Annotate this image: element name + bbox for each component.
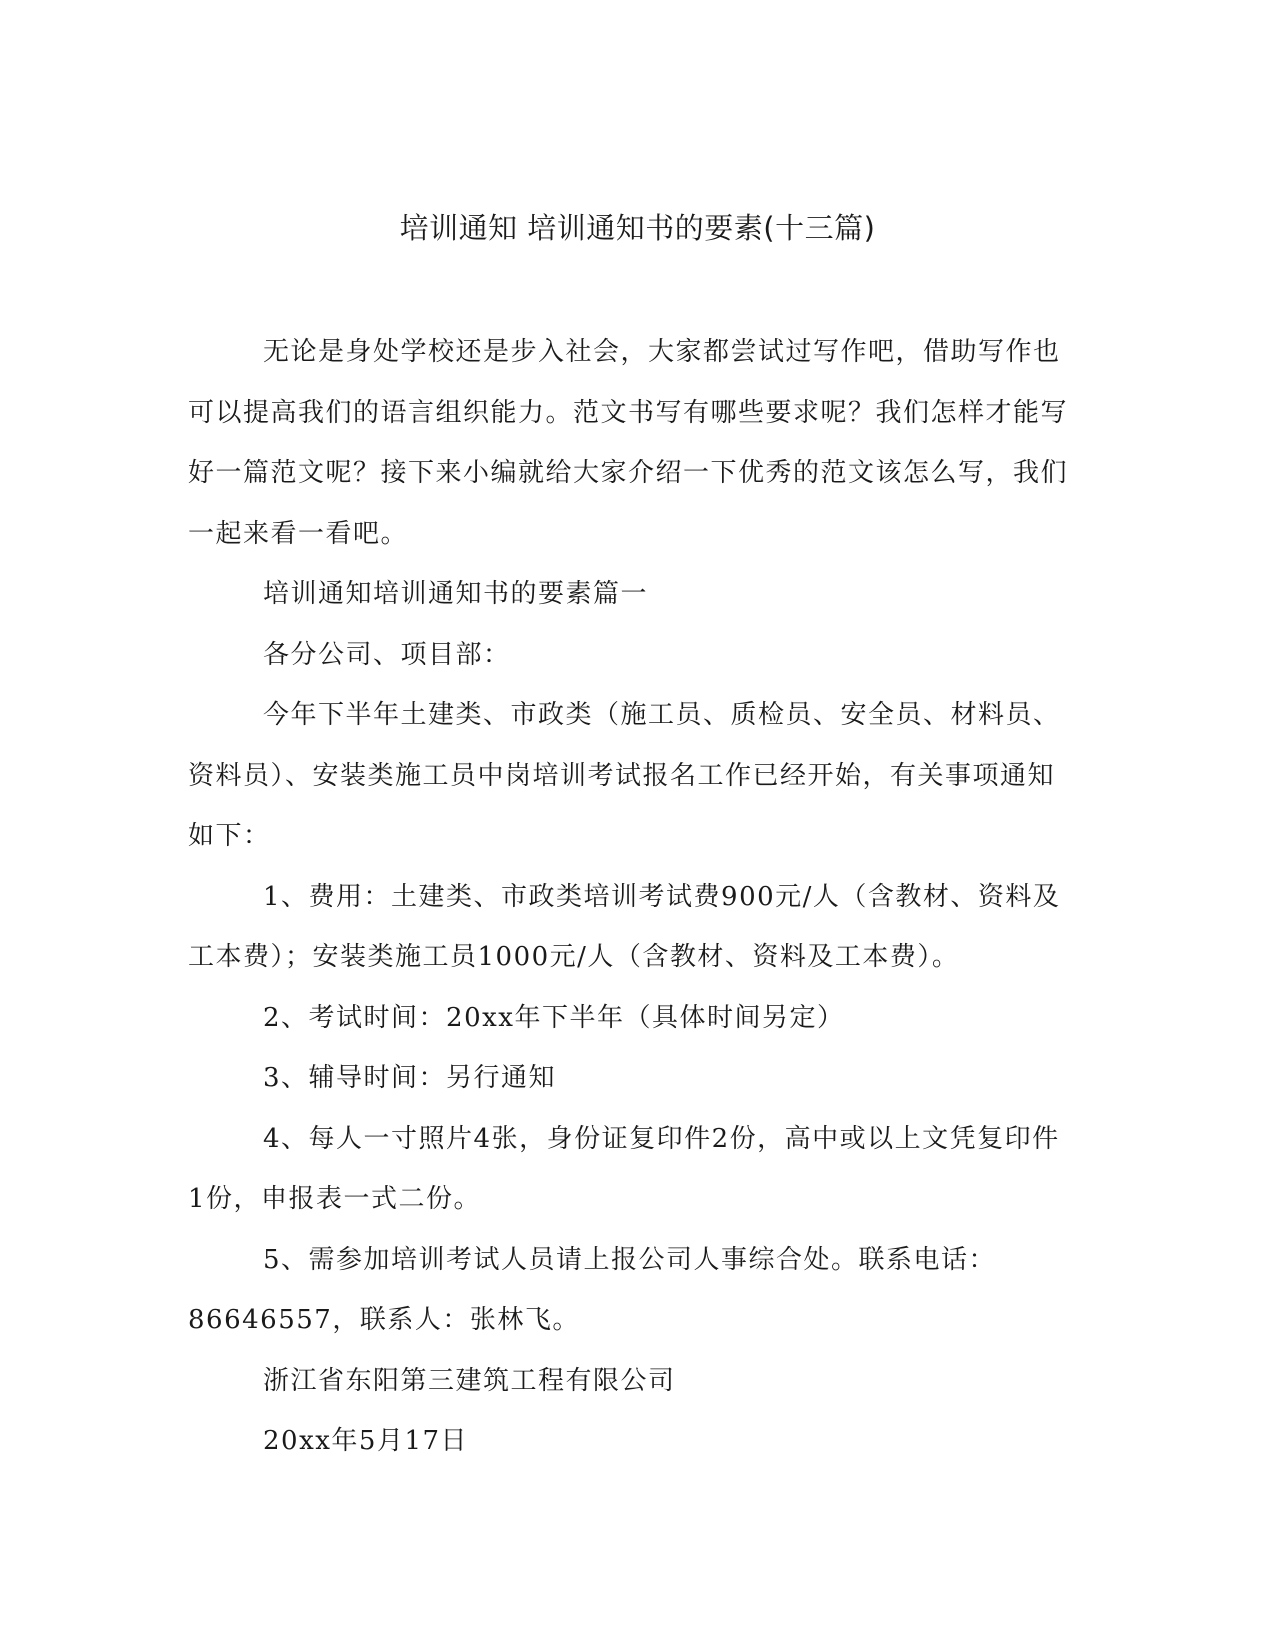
notice-paragraph: 今年下半年土建类、市政类（施工员、质检员、安全员、材料员、资料员）、安装类施工员中岗培训考试报名工作已经开始，有关事项通知如下：: [188, 700, 1061, 851]
company-signature: 浙江省东阳第三建筑工程有限公司: [263, 1365, 676, 1396]
item-contact: 5、需参加培训考试人员请上报公司人事综合处。联系电话：86646557，联系人：张林飞。: [188, 1244, 997, 1335]
item-exam-time: 2、考试时间：20xx年下半年（具体时间另定）: [263, 1002, 845, 1033]
item-tutoring-time: 3、辅导时间：另行通知: [263, 1063, 557, 1093]
document-date: 20xx年5月17日: [263, 1426, 469, 1456]
section-heading: 培训通知培训通知书的要素篇一: [263, 579, 649, 609]
item-materials: 4、每人一寸照片4张，身份证复印件2份，高中或以上文凭复印件1份，申报表一式二份。: [188, 1123, 1060, 1214]
item-fees: 1、费用：土建类、市政类培训考试费900元/人（含教材、资料及工本费）；安装类施工员1000元/人（含教材、资料及工本费）。: [188, 881, 1061, 972]
intro-paragraph: 无论是身处学校还是步入社会，大家都尝试过写作吧，借助写作也可以提高我们的语言组织能力。范文书写有哪些要求呢？我们怎样才能写好一篇范文呢？接下来小编就给大家介绍一下优秀的范文该怎么写，我们一起来看一看吧。: [188, 337, 1069, 549]
document-body: [188, 322, 1068, 1472]
salutation: 各分公司、项目部：: [263, 639, 511, 670]
document-title: 培训通知 培训通知书的要素(十三篇): [399, 211, 876, 245]
